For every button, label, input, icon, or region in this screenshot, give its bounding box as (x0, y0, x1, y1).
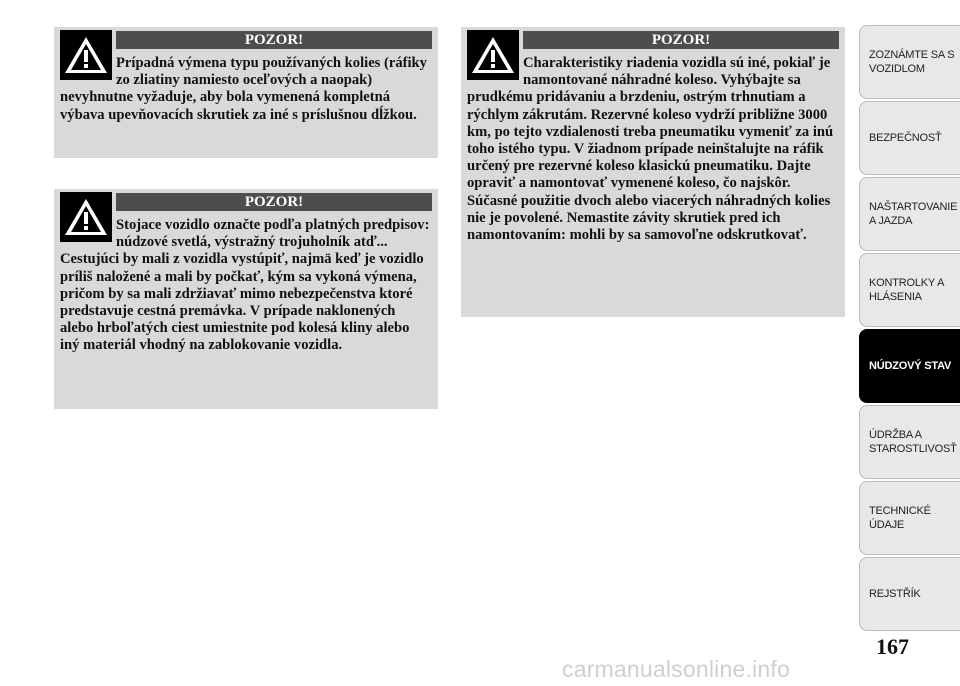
warning-triangle-icon (60, 192, 112, 242)
tab-label: BEZPEČNOSŤ (869, 132, 942, 144)
warning-box-wheel-type (54, 27, 438, 158)
tab-nastartovanie-a-jazda[interactable] (859, 177, 960, 251)
watermark: carmanualsonline.info (562, 656, 790, 682)
warning-text: Charakteristiky riadenia vozidla sú iné, pokiaľ je namontované náhradné koleso. Vyhýbajte sa prudkému pridávaniu a brzdeniu, ostrým trhnutiam a rýchlym zákrutám. Rezervné koleso vydrží približne 3000 km, po tejto vzdialenosti treba pneumatiku vymeniť za inú toho istého typu. V žiadnom prípade neinštalujte na ráfik určený pre rezervné koleso klasickú pneumatiku. Dajte opraviť a namontovať vymenené koleso, čo najskôr. Súčasné použitie dvoch alebo viacerých náhradných kolies nie je povolené. Nemastite závity skrutiek pred ich namontovaním: mohli by sa samovoľne odskrutkovať. (467, 55, 834, 244)
tab-label: ZOZNÁMTE SA S VOZIDLOM (869, 49, 955, 75)
tab-label: KONTROLKY A HLÁSENIA (869, 277, 944, 303)
warning-box-spare-wheel (461, 27, 845, 317)
warning-triangle-icon (60, 30, 112, 80)
page-number: 167 (876, 634, 909, 659)
warning-triangle-icon (467, 30, 519, 80)
tab-zoznamte-sa-s-vozidlom[interactable] (859, 25, 960, 99)
tab-kontrolky-a-hlasenia[interactable] (859, 253, 960, 327)
tab-udrzba-a-starostlivost[interactable] (859, 405, 960, 479)
warning-box-vehicle-signal (54, 189, 438, 409)
tab-bezpecnost[interactable] (859, 101, 960, 175)
warning-text: Stojace vozidlo označte podľa platných predpisov: núdzové svetlá, výstražný trojuholník atď... Cestujúci by mali z vozidla vystúpiť, najmä keď je vozidlo príliš naložené a mali by počkať, kým sa vykoná výmena, pričom by sa mali zdržiavať mimo nebezpečenstva ktoré predstavuje cestná premávka. V prípade naklonených alebo hrboľatých ciest umiestnite pod kolesá kliny alebo iný materiál vhodný na zablokovanie vozidla. (60, 217, 430, 354)
tab-technicke-udaje[interactable] (859, 481, 960, 555)
tab-nudzovy-stav[interactable] (859, 329, 960, 403)
warning-heading: POZOR! (116, 31, 432, 49)
tab-label: NÚDZOVÝ STAV (869, 360, 952, 372)
tab-label: TECHNICKÉ ÚDAJE (869, 505, 931, 531)
tab-rejstrik[interactable] (859, 557, 960, 631)
warning-heading: POZOR! (523, 31, 839, 49)
warning-heading: POZOR! (116, 193, 432, 211)
tab-label: NAŠTARTOVANIE A JAZDA (869, 201, 958, 227)
tab-label: ÚDRŽBA A STAROSTLIVOSŤ (869, 429, 957, 455)
tab-label: REJSTŘÍK (869, 588, 921, 600)
warning-text: Prípadná výmena typu používaných kolies (ráfiky zo zliatiny namiesto oceľových a naopak) nevyhnutne vyžaduje, aby bola vymenená kompletná výbava upevňovacích skrutiek za iné s príslušnou dĺžkou. (60, 55, 427, 123)
